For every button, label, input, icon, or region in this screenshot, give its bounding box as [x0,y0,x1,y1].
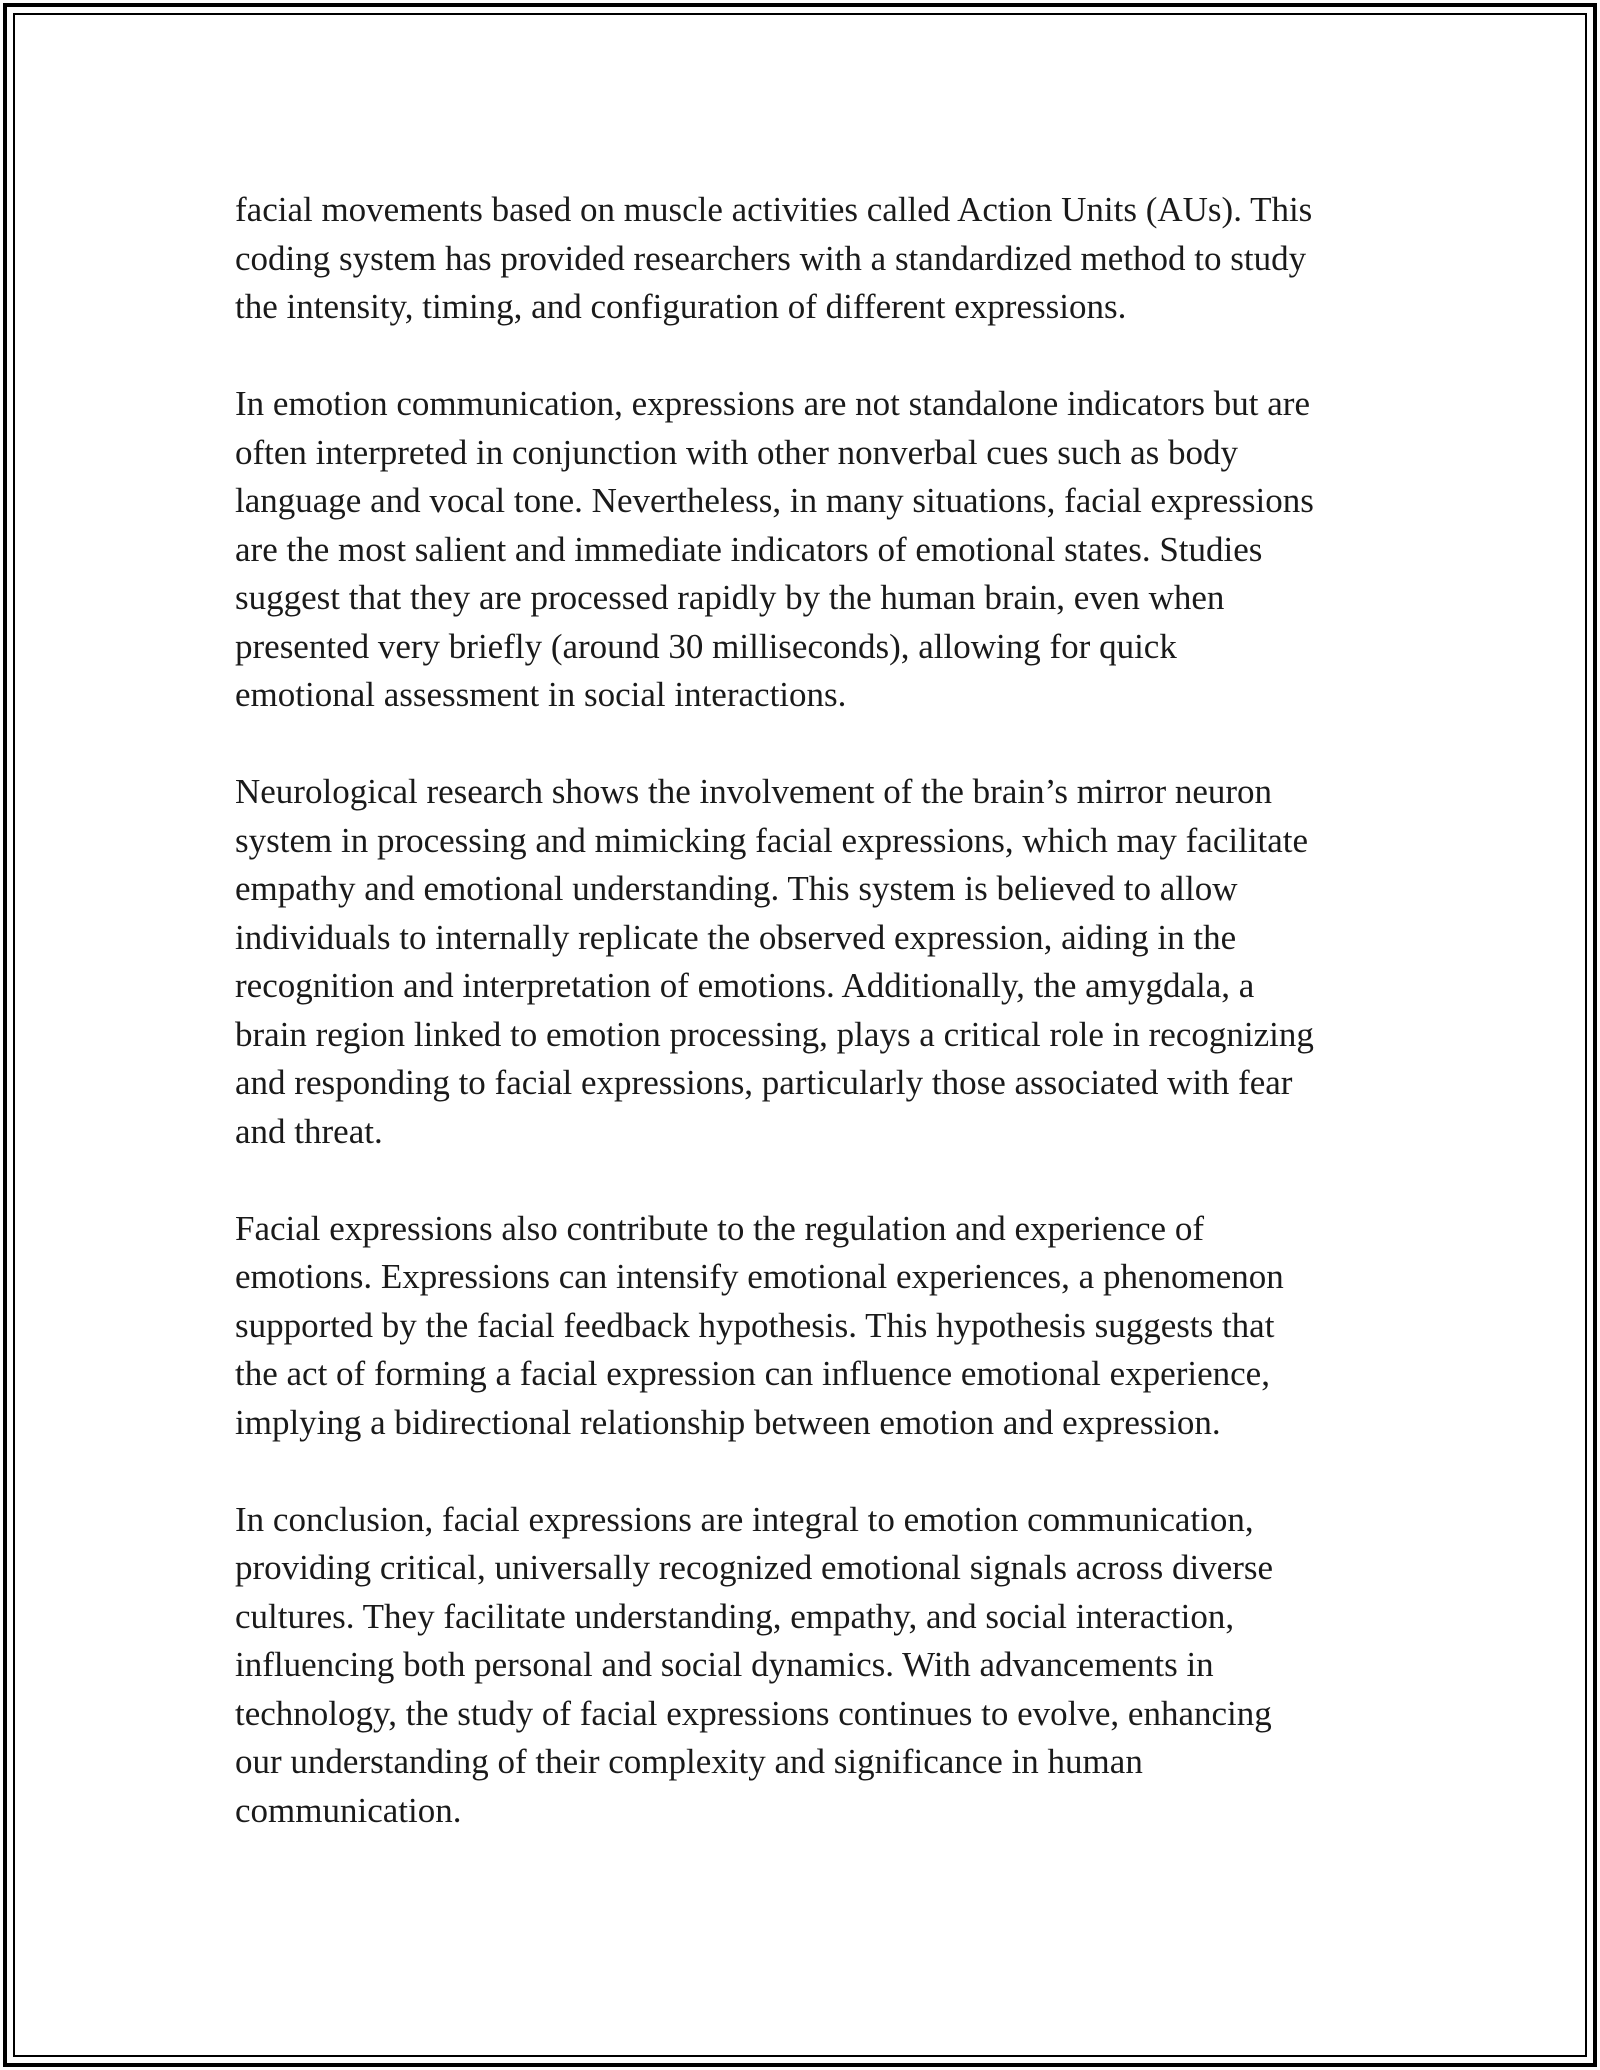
paragraph-emotion-communication: In emotion communication, expressions are not standalone indicators but are often interpreted in conjunction with other nonverbal cues such as body language and vocal tone. Nevertheless, in many situations, facial expressions are the most salient and immediate indicators of emotional states. Studies suggest that they are processed rapidly by the human brain, even when presented very briefly (around 30 milliseconds), allowing for quick emotional assessment in social interactions. [235,384,1314,714]
paragraph-conclusion: In conclusion, facial expressions are integral to emotion communication, providing critical, universally recognized emotional signals across diverse cultures. They facilitate understanding, empathy, and social interaction, influencing both personal and social dynamics. With advancements in technology, the study of facial expressions continues to evolve, enhancing our understanding of their complexity and significance in human communication. [235,1499,1274,1830]
document-body [235,186,1385,1884]
paragraph-neurological-research: Neurological research shows the involvement of the brain’s mirror neuron system in processing and mimicking facial expressions, which may facilitate empathy and emotional understanding. This system is believed to allow individuals to internally replicate the observed expression, aiding in the recognition and interpretation of emotions. Additionally, the amygdala, a brain region linked to emotion processing, plays a critical role in recognizing and responding to facial expressions, particularly those associated with fear and threat. [235,772,1314,1151]
paragraph-action-units: facial movements based on muscle activities called Action Units (AUs). This coding system has provided researchers with a standardized method to study the intensity, timing, and configuration of different expressions. [235,190,1313,326]
paragraph-facial-feedback: Facial expressions also contribute to the regulation and experience of emotions. Expressions can intensify emotional experiences, a phenomenon supported by the facial feedback hypothesis. This hypothesis suggests that the act of forming a facial expression can influence emotional experience, implying a bidirectional relationship between emotion and expression. [235,1208,1284,1442]
